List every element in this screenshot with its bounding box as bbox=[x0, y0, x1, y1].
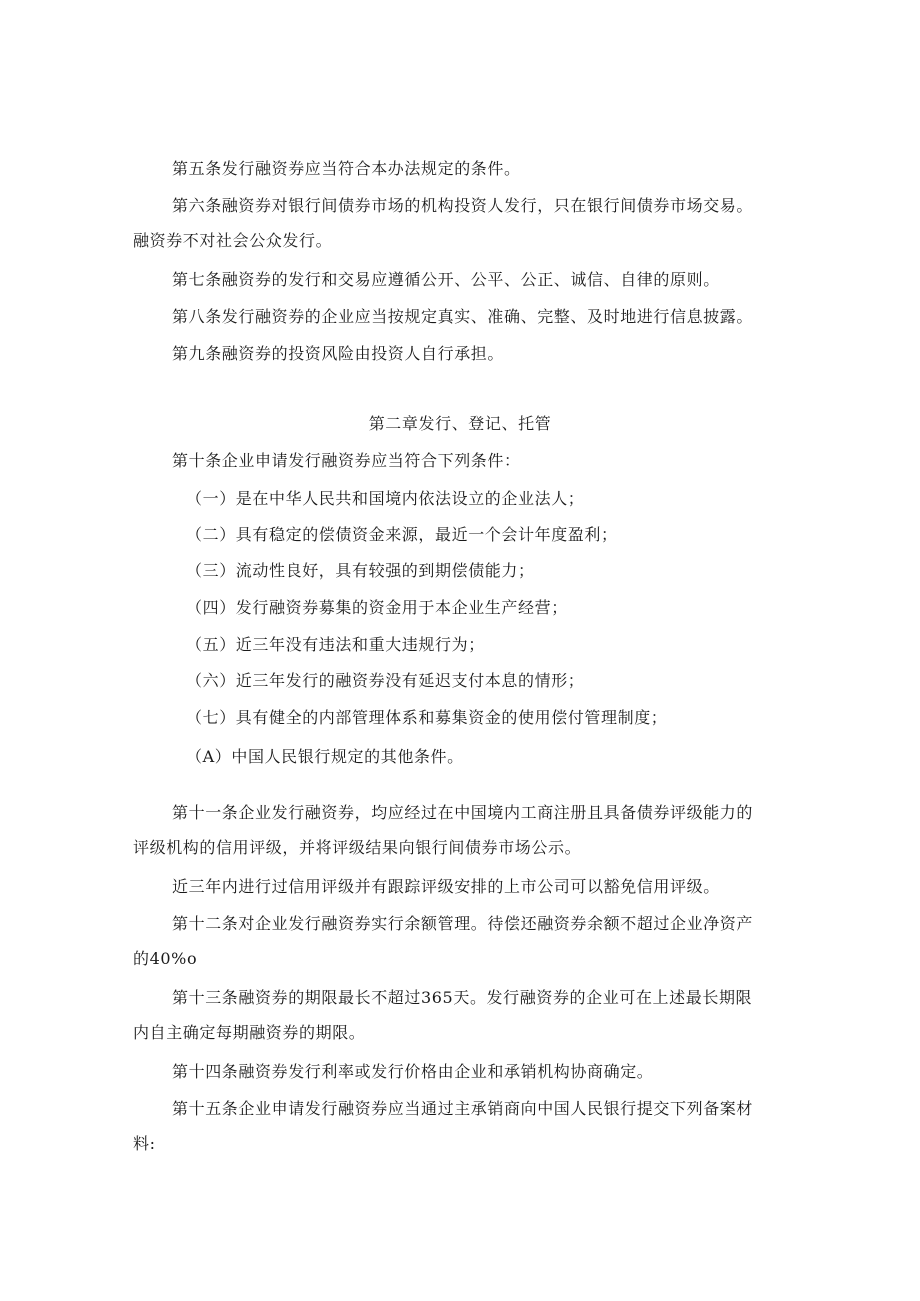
chapter-title: 第二章发行、登记、托管 bbox=[368, 414, 552, 433]
article-13: 第十三条融资券的期限最长不超过365天。发行融资券的企业可在上述最长期限内自主确定每期融资券的期限。 bbox=[133, 988, 753, 1042]
article-10-intro: 第十条企业申请发行融资券应当符合下列条件： bbox=[172, 451, 521, 470]
article-8: 第八条发行融资券的企业应当按规定真实、准确、完整、及时地进行信息披露。 bbox=[172, 307, 754, 326]
condition-item: （一）是在中华人民共和国境内依法设立的企业法人； bbox=[186, 489, 585, 508]
article-6: 第六条融资券对银行间债券市场的机构投资人发行，只在银行间债券市场交易。融资券不对社会公众发行。 bbox=[133, 196, 754, 250]
condition-item: （四）发行融资券募集的资金用于本企业生产经营； bbox=[186, 598, 568, 617]
condition-item: （A）中国人民银行规定的其他条件。 bbox=[186, 747, 464, 766]
article-14: 第十四条融资券发行利率或发行价格由企业和承销机构协商确定。 bbox=[172, 1062, 654, 1081]
condition-item: （三）流动性良好，具有较强的到期偿债能力； bbox=[186, 561, 535, 580]
article-5: 第五条发行融资券应当符合本办法规定的条件。 bbox=[172, 159, 521, 178]
article-11: 第十一条企业发行融资券，均应经过在中国境内工商注册且具备债券评级能力的评级机构的信用评级，并将评级结果向银行间债券市场公示。 bbox=[133, 803, 754, 857]
article-7: 第七条融资券的发行和交易应遵循公开、公平、公正、诚信、自律的原则。 bbox=[172, 270, 720, 289]
condition-item: （五）近三年没有违法和重大违规行为； bbox=[186, 635, 485, 654]
condition-item: （七）具有健全的内部管理体系和募集资金的使用偿付管理制度； bbox=[186, 708, 668, 727]
condition-item: （二）具有稳定的偿债资金来源，最近一个会计年度盈利； bbox=[186, 525, 618, 544]
article-12: 第十二条对企业发行融资券实行余额管理。待偿还融资券余额不超过企业净资产的40%o bbox=[133, 914, 754, 968]
article-9: 第九条融资券的投资风险由投资人自行承担。 bbox=[172, 344, 505, 363]
article-11-exemption: 近三年内进行过信用评级并有跟踪评级安排的上市公司可以豁免信用评级。 bbox=[172, 877, 720, 896]
article-15: 第十五条企业申请发行融资券应当通过主承销商向中国人民银行提交下列备案材料: bbox=[133, 1099, 754, 1153]
condition-item: （六）近三年发行的融资券没有延迟支付本息的情形； bbox=[186, 671, 585, 690]
